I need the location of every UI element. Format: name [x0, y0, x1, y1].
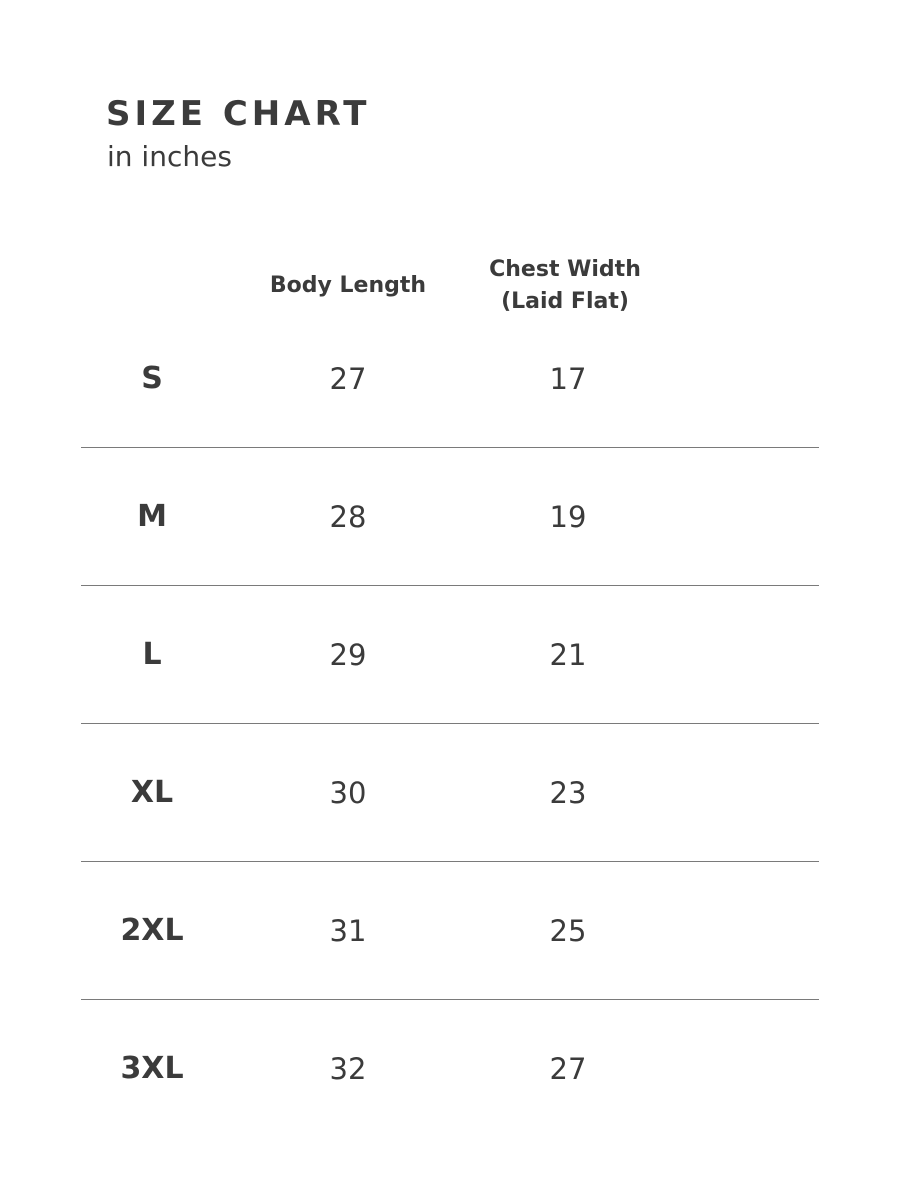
table-row — [81, 310, 819, 448]
column-header-chest-width-line2: (Laid Flat) — [501, 289, 629, 314]
table-row — [81, 862, 819, 1000]
column-header-chest-width-line1: Chest Width — [489, 257, 641, 282]
page-title: SIZE CHART — [106, 94, 371, 134]
chest-width-cell: 23 — [549, 776, 587, 810]
size-cell: S — [141, 361, 163, 396]
chest-width-cell: 19 — [549, 500, 587, 534]
chest-width-cell: 27 — [549, 1052, 587, 1086]
chest-width-cell: 17 — [549, 362, 587, 396]
table-row — [81, 724, 819, 862]
body-length-cell: 32 — [329, 1052, 367, 1086]
size-cell: M — [137, 499, 167, 534]
body-length-cell: 31 — [329, 914, 367, 948]
column-header-body-length — [228, 270, 468, 302]
size-cell: 3XL — [120, 1051, 184, 1086]
body-length-cell: 27 — [329, 362, 367, 396]
body-length-cell: 28 — [329, 500, 367, 534]
size-table — [81, 310, 819, 1138]
chest-width-cell: 25 — [549, 914, 587, 948]
body-length-cell: 30 — [329, 776, 367, 810]
table-row — [81, 1000, 819, 1138]
column-header-chest-width — [445, 254, 685, 318]
chest-width-cell: 21 — [549, 638, 587, 672]
table-row — [81, 586, 819, 724]
page-subtitle: in inches — [107, 140, 232, 173]
table-row — [81, 448, 819, 586]
column-header-body-length-label: Body Length — [269, 273, 427, 298]
body-length-cell: 29 — [329, 638, 367, 672]
size-cell: XL — [130, 775, 174, 810]
size-cell: L — [142, 637, 162, 672]
size-cell: 2XL — [120, 913, 184, 948]
